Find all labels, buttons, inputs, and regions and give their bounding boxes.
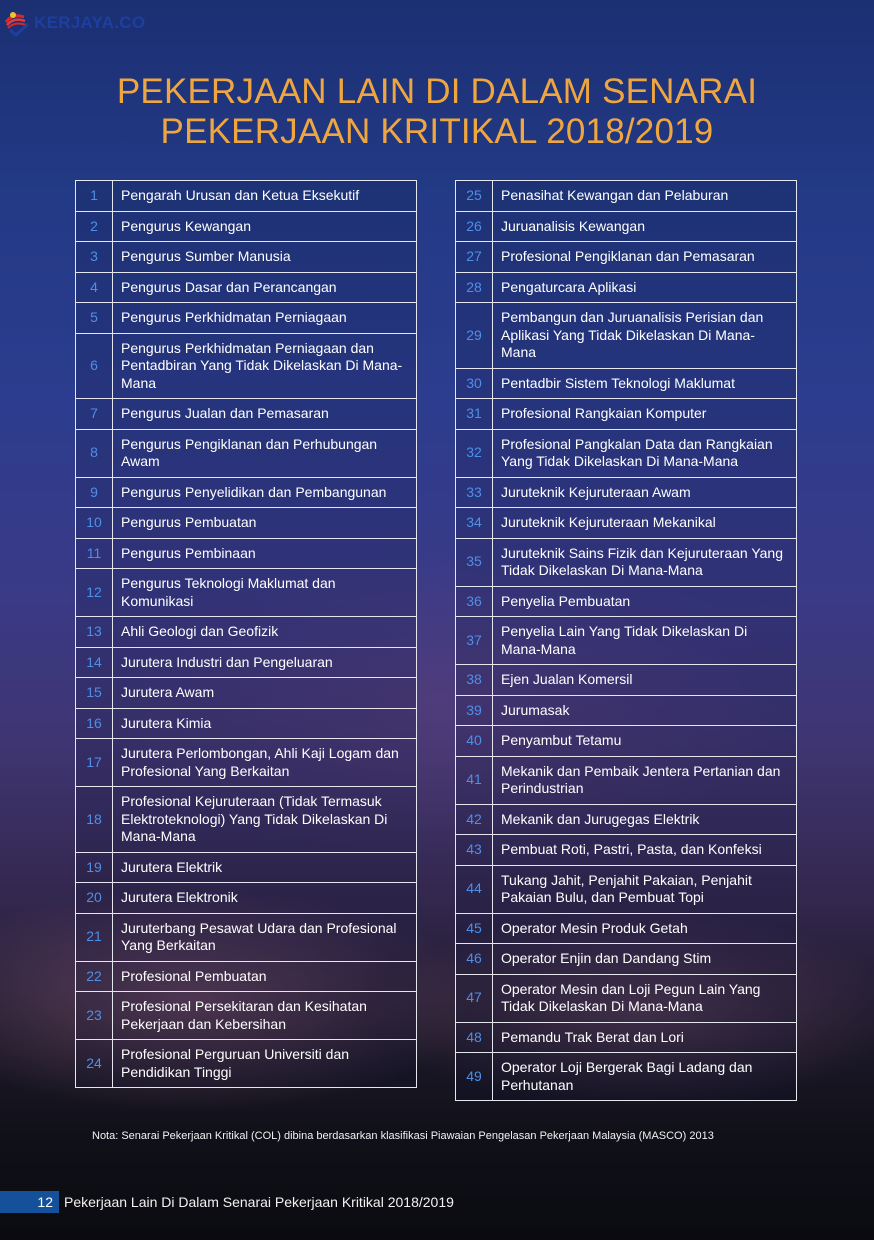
row-number: 17 [76, 739, 113, 787]
occupation-name: Pengurus Kewangan [113, 211, 417, 242]
table-row [456, 368, 797, 399]
table-row [456, 181, 797, 212]
table-row [76, 477, 417, 508]
kerjaya-logo-mark-icon [4, 10, 32, 36]
table-row [456, 399, 797, 430]
table-row [456, 835, 797, 866]
table-row [456, 303, 797, 369]
occupation-name: Profesional Pengiklanan dan Pemasaran [493, 242, 797, 273]
table-row [456, 242, 797, 273]
row-number: 36 [456, 586, 493, 617]
page-footer [0, 1191, 454, 1213]
footer-title: Pekerjaan Lain Di Dalam Senarai Pekerjaan Kritikal 2018/2019 [64, 1194, 454, 1210]
row-number: 27 [456, 242, 493, 273]
occupation-name: Juruteknik Kejuruteraan Mekanikal [493, 508, 797, 539]
occupation-name: Jurutera Elektronik [113, 883, 417, 914]
table-row [76, 708, 417, 739]
occupation-name: Pengurus Perkhidmatan Perniagaan dan Pentadbiran Yang Tidak Dikelaskan Di Mana-Mana [113, 333, 417, 399]
occupation-name: Ejen Jualan Komersil [493, 665, 797, 696]
row-number: 37 [456, 617, 493, 665]
row-number: 39 [456, 695, 493, 726]
table-row [76, 508, 417, 539]
table-row [76, 647, 417, 678]
table-row [76, 303, 417, 334]
occupation-name: Jurutera Perlombongan, Ahli Kaji Logam dan Profesional Yang Berkaitan [113, 739, 417, 787]
page-title-line-2: PEKERJAAN KRITIKAL 2018/2019 [160, 112, 714, 151]
occupation-name: Pembuat Roti, Pastri, Pasta, dan Konfeksi [493, 835, 797, 866]
table-row [456, 1022, 797, 1053]
page-title-line-1: PEKERJAAN LAIN DI DALAM SENARAI [116, 72, 758, 111]
table-row [76, 538, 417, 569]
occupation-name: Penyelia Lain Yang Tidak Dikelaskan Di Mana-Mana [493, 617, 797, 665]
occupation-name: Penyambut Tetamu [493, 726, 797, 757]
row-number: 43 [456, 835, 493, 866]
table-row [76, 883, 417, 914]
row-number: 31 [456, 399, 493, 430]
table-row [76, 272, 417, 303]
table-row [456, 974, 797, 1022]
occupation-name: Profesional Kejuruteraan (Tidak Termasuk Elektroteknologi) Yang Tidak Dikelaskan Di Mana-Mana [113, 787, 417, 853]
row-number: 35 [456, 538, 493, 586]
row-number: 47 [456, 974, 493, 1022]
row-number: 22 [76, 961, 113, 992]
row-number: 26 [456, 211, 493, 242]
table-row [76, 992, 417, 1040]
table-row [456, 538, 797, 586]
occupation-name: Pengurus Pembinaan [113, 538, 417, 569]
row-number: 3 [76, 242, 113, 273]
occupation-table-left [75, 180, 417, 1088]
occupation-name: Operator Mesin dan Loji Pegun Lain Yang Tidak Dikelaskan Di Mana-Mana [493, 974, 797, 1022]
row-number: 20 [76, 883, 113, 914]
occupation-name: Operator Mesin Produk Getah [493, 913, 797, 944]
table-row [76, 678, 417, 709]
occupation-name: Juruteknik Sains Fizik dan Kejuruteraan Yang Tidak Dikelaskan Di Mana-Mana [493, 538, 797, 586]
occupation-name: Profesional Persekitaran dan Kesihatan Pekerjaan dan Kebersihan [113, 992, 417, 1040]
table-row [456, 756, 797, 804]
occupation-name: Pembangun dan Juruanalisis Perisian dan Aplikasi Yang Tidak Dikelaskan Di Mana-Mana [493, 303, 797, 369]
occupation-name: Jurumasak [493, 695, 797, 726]
occupation-name: Pengurus Perkhidmatan Perniagaan [113, 303, 417, 334]
row-number: 8 [76, 429, 113, 477]
row-number: 12 [76, 569, 113, 617]
occupation-name: Penasihat Kewangan dan Pelaburan [493, 181, 797, 212]
occupation-table-right [455, 180, 797, 1101]
table-row [456, 726, 797, 757]
row-number: 2 [76, 211, 113, 242]
row-number: 48 [456, 1022, 493, 1053]
table-row [456, 211, 797, 242]
row-number: 42 [456, 804, 493, 835]
row-number: 14 [76, 647, 113, 678]
occupation-name: Pemandu Trak Berat dan Lori [493, 1022, 797, 1053]
row-number: 41 [456, 756, 493, 804]
page-title [0, 72, 874, 152]
row-number: 7 [76, 399, 113, 430]
occupation-name: Jurutera Industri dan Pengeluaran [113, 647, 417, 678]
row-number: 15 [76, 678, 113, 709]
occupation-name: Penyelia Pembuatan [493, 586, 797, 617]
occupation-name: Operator Enjin dan Dandang Stim [493, 944, 797, 975]
occupation-name: Juruanalisis Kewangan [493, 211, 797, 242]
table-row [76, 1040, 417, 1088]
table-row [456, 1053, 797, 1101]
table-row [456, 695, 797, 726]
row-number: 1 [76, 181, 113, 212]
occupation-name: Pengarah Urusan dan Ketua Eksekutif [113, 181, 417, 212]
row-number: 49 [456, 1053, 493, 1101]
table-row [76, 739, 417, 787]
row-number: 5 [76, 303, 113, 334]
row-number: 32 [456, 429, 493, 477]
table-row [76, 913, 417, 961]
occupation-name: Operator Loji Bergerak Bagi Ladang dan Perhutanan [493, 1053, 797, 1101]
occupation-table-left-body [76, 181, 417, 1088]
row-number: 18 [76, 787, 113, 853]
occupation-name: Mekanik dan Pembaik Jentera Pertanian dan Perindustrian [493, 756, 797, 804]
row-number: 13 [76, 617, 113, 648]
occupation-name: Juruteknik Kejuruteraan Awam [493, 477, 797, 508]
occupation-name: Tukang Jahit, Penjahit Pakaian, Penjahit Pakaian Bulu, dan Pembuat Topi [493, 865, 797, 913]
table-row [456, 665, 797, 696]
row-number: 28 [456, 272, 493, 303]
row-number: 19 [76, 852, 113, 883]
occupation-name: Pengurus Teknologi Maklumat dan Komunikasi [113, 569, 417, 617]
occupation-name: Jurutera Kimia [113, 708, 417, 739]
occupation-name: Jurutera Awam [113, 678, 417, 709]
row-number: 44 [456, 865, 493, 913]
row-number: 38 [456, 665, 493, 696]
occupation-name: Pengurus Pengiklanan dan Perhubungan Awam [113, 429, 417, 477]
table-row [456, 429, 797, 477]
row-number: 46 [456, 944, 493, 975]
row-number: 40 [456, 726, 493, 757]
kerjaya-logo [4, 10, 145, 36]
footnote: Nota: Senarai Pekerjaan Kritikal (COL) dibina berdasarkan klasifikasi Piawaian Pengelasan Pekerjaan Malaysia (MASCO) 2013 [92, 1130, 714, 1142]
row-number: 29 [456, 303, 493, 369]
table-row [76, 787, 417, 853]
row-number: 24 [76, 1040, 113, 1088]
occupation-name: Juruterbang Pesawat Udara dan Profesional Yang Berkaitan [113, 913, 417, 961]
row-number: 4 [76, 272, 113, 303]
table-row [456, 477, 797, 508]
row-number: 45 [456, 913, 493, 944]
row-number: 10 [76, 508, 113, 539]
row-number: 30 [456, 368, 493, 399]
table-row [456, 508, 797, 539]
occupation-name: Profesional Rangkaian Komputer [493, 399, 797, 430]
occupation-name: Mekanik dan Jurugegas Elektrik [493, 804, 797, 835]
table-row [76, 399, 417, 430]
occupation-name: Pengurus Sumber Manusia [113, 242, 417, 273]
occupation-name: Ahli Geologi dan Geofizik [113, 617, 417, 648]
page-number-badge: 12 [0, 1191, 59, 1213]
occupation-name: Pengaturcara Aplikasi [493, 272, 797, 303]
row-number: 25 [456, 181, 493, 212]
table-row [76, 181, 417, 212]
table-row [76, 852, 417, 883]
occupation-name: Jurutera Elektrik [113, 852, 417, 883]
table-row [76, 961, 417, 992]
logo-text: KERJAYA.CO [34, 13, 146, 32]
table-row [76, 617, 417, 648]
table-row [456, 586, 797, 617]
occupation-name: Pengurus Penyelidikan dan Pembangunan [113, 477, 417, 508]
table-row [76, 242, 417, 273]
table-row [456, 913, 797, 944]
occupation-name: Profesional Pangkalan Data dan Rangkaian Yang Tidak Dikelaskan Di Mana-Mana [493, 429, 797, 477]
table-row [76, 429, 417, 477]
table-row [76, 333, 417, 399]
table-row [76, 211, 417, 242]
occupation-name: Pentadbir Sistem Teknologi Maklumat [493, 368, 797, 399]
row-number: 11 [76, 538, 113, 569]
row-number: 9 [76, 477, 113, 508]
occupation-name: Pengurus Pembuatan [113, 508, 417, 539]
table-row [456, 804, 797, 835]
table-row [456, 617, 797, 665]
row-number: 34 [456, 508, 493, 539]
occupation-name: Pengurus Dasar dan Perancangan [113, 272, 417, 303]
row-number: 33 [456, 477, 493, 508]
occupation-name: Profesional Perguruan Universiti dan Pendidikan Tinggi [113, 1040, 417, 1088]
row-number: 21 [76, 913, 113, 961]
table-row [456, 865, 797, 913]
table-row [76, 569, 417, 617]
occupation-name: Profesional Pembuatan [113, 961, 417, 992]
table-row [456, 944, 797, 975]
occupation-table-right-body [456, 181, 797, 1101]
occupation-name: Pengurus Jualan dan Pemasaran [113, 399, 417, 430]
row-number: 16 [76, 708, 113, 739]
table-row [456, 272, 797, 303]
row-number: 6 [76, 333, 113, 399]
row-number: 23 [76, 992, 113, 1040]
